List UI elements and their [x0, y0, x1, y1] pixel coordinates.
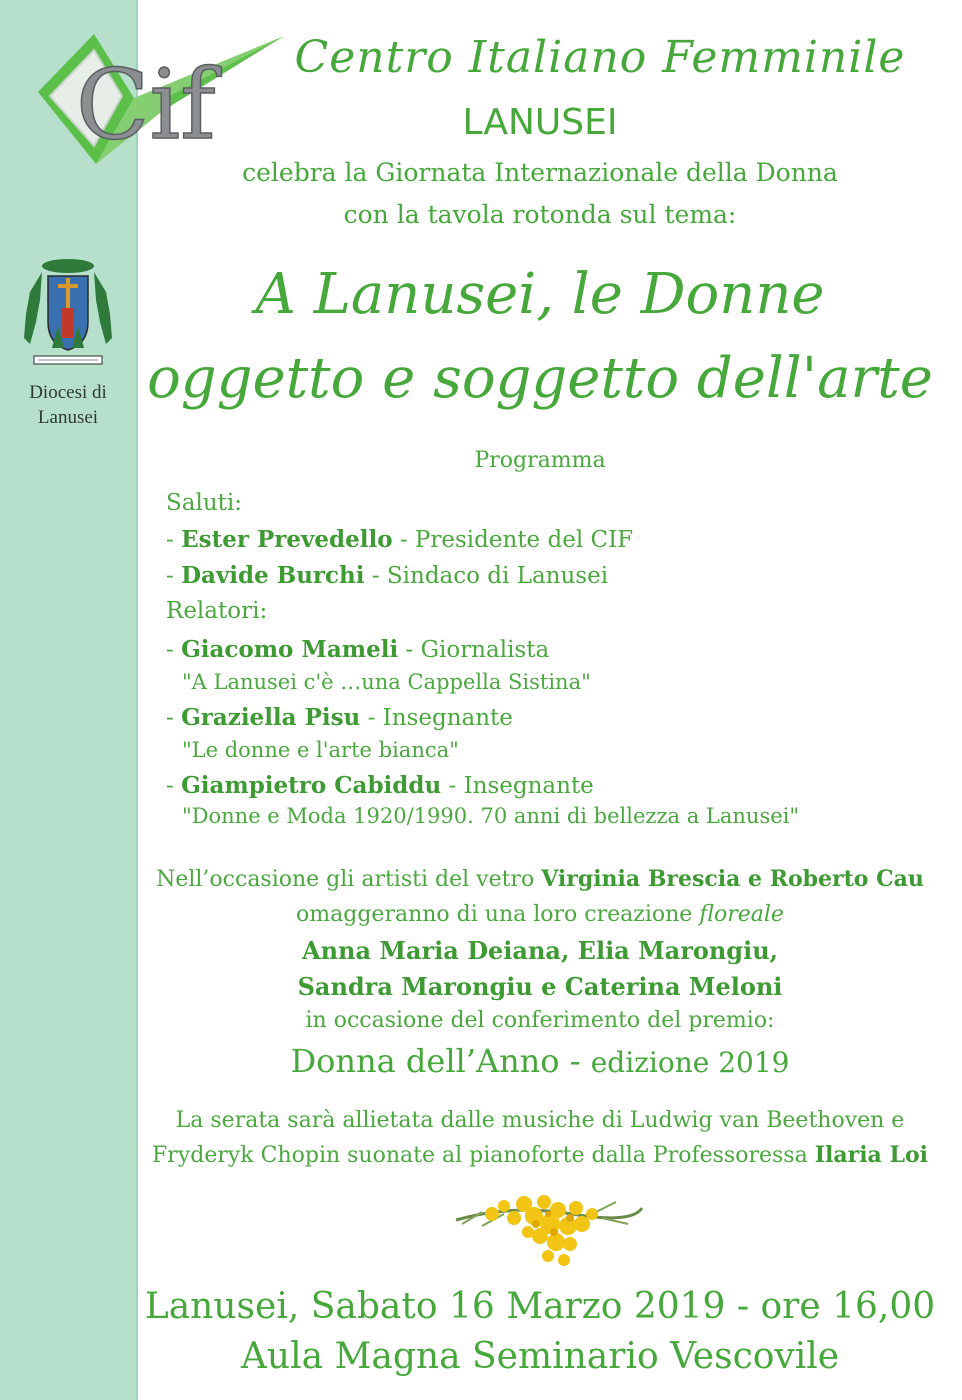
award-name: Donna dell’Anno -: [290, 1042, 591, 1080]
person-name: Graziella Pisu: [181, 704, 361, 731]
greeting-item: [166, 562, 608, 589]
event-title-line-1: A Lanusei, le Donne: [255, 262, 825, 327]
cif-logo: [36, 26, 286, 166]
greetings-label: Saluti:: [166, 490, 242, 516]
person-role: - Insegnante: [441, 773, 594, 799]
occasion-text: Nell’occasione gli artisti del vetro: [156, 867, 542, 892]
person-role: - Insegnante: [360, 705, 513, 731]
person-role: - Presidente del CIF: [392, 527, 634, 553]
music-text: Fryderyk Chopin suonate al pianoforte dalla Professoressa: [152, 1143, 815, 1168]
list-dash: -: [166, 637, 182, 663]
speaker-topic: "Donne e Moda 1920/1990. 70 anni di bellezza a Lanusei": [182, 804, 800, 828]
organization-name: Centro Italiano Femminile: [294, 32, 906, 83]
honorees-line-2: Sandra Marongiu e Caterina Meloni: [297, 972, 783, 1001]
intro-line-1: celebra la Giornata Internazionale della Donna: [242, 158, 838, 187]
speaker-topic: "A Lanusei c'è …una Cappella Sistina": [182, 670, 591, 694]
award-edition: edizione 2019: [590, 1046, 790, 1079]
program-heading: Programma: [474, 448, 606, 473]
person-name: Davide Burchi: [181, 562, 365, 589]
artist-names: Virginia Brescia e Roberto Cau: [541, 866, 924, 892]
person-name: Ester Prevedello: [181, 526, 393, 553]
occasion-italic: floreale: [699, 902, 784, 927]
city-name: LANUSEI: [462, 102, 618, 143]
diocese-label-line1: Diocesi di: [29, 382, 107, 403]
speaker-item: [166, 636, 549, 663]
person-name: Giacomo Mameli: [181, 636, 399, 663]
sidebar-band: [0, 0, 136, 1400]
award-title: [140, 1042, 940, 1080]
diocese-coat-of-arms: [22, 252, 114, 370]
event-venue: Aula Magna Seminario Vescovile: [240, 1336, 840, 1377]
list-dash: -: [166, 563, 182, 589]
sidebar-divider: [136, 0, 138, 1400]
speaker-item: [166, 704, 513, 731]
speaker-item: [166, 772, 594, 799]
honorees-line-1: Anna Maria Deiana, Elia Marongiu,: [301, 936, 779, 965]
speaker-topic: "Le donne e l'arte bianca": [182, 738, 459, 762]
pianist-name: Ilaria Loi: [814, 1142, 928, 1168]
list-dash: -: [166, 705, 182, 731]
event-date-time: Lanusei, Sabato 16 Marzo 2019 - ore 16,00: [144, 1286, 936, 1327]
speakers-label: Relatori:: [166, 598, 268, 624]
greeting-item: [166, 526, 633, 553]
intro-line-2: con la tavola rotonda sul tema:: [343, 200, 737, 229]
list-dash: -: [166, 773, 182, 799]
music-line-1: La serata sarà allietata dalle musiche di Ludwig van Beethoven e: [175, 1108, 905, 1133]
list-dash: -: [166, 527, 182, 553]
occasion-text: omaggeranno di una loro creazione: [296, 902, 700, 927]
person-role: - Sindaco di Lanusei: [364, 563, 609, 589]
cif-logo-text: Cif: [76, 49, 216, 161]
diocese-label-line2: Lanusei: [37, 407, 99, 428]
person-name: Giampietro Cabiddu: [181, 772, 442, 799]
occasion-line-3: in occasione del conferimento del premio:: [305, 1008, 775, 1033]
diocese-label: [0, 380, 136, 430]
music-line-2: [140, 1142, 940, 1168]
person-role: - Giornalista: [398, 637, 550, 663]
mimosa-flower-image: [452, 1184, 646, 1270]
event-title-line-2: oggetto e soggetto dell'arte: [147, 346, 933, 411]
occasion-line-2: [140, 902, 940, 927]
occasion-line-1: [140, 866, 940, 892]
